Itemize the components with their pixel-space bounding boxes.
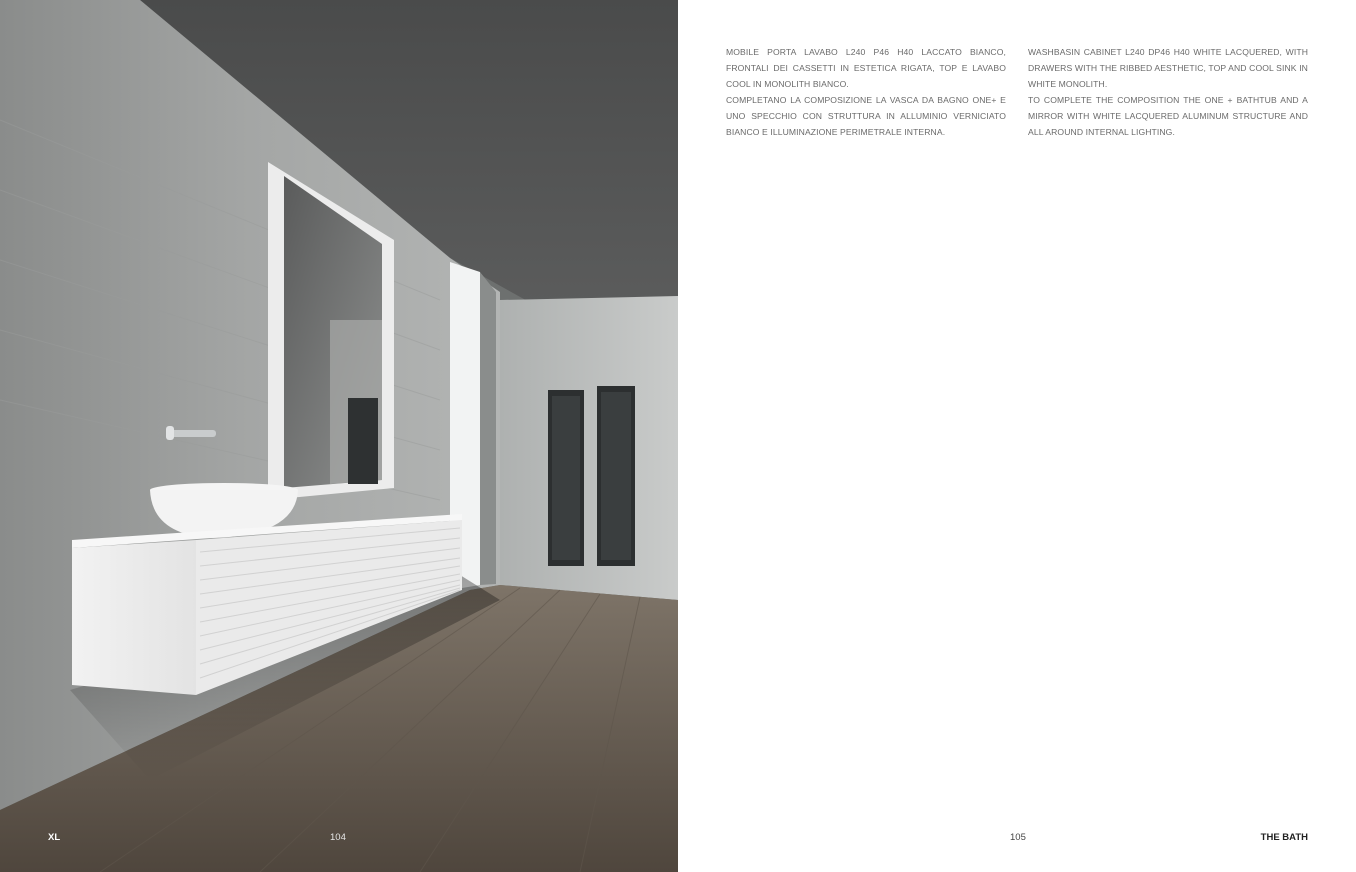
page-number-right: 105 (1010, 832, 1026, 843)
description-english-paragraph-1: WASHBASIN CABINET L240 DP46 H40 WHITE LACQUERED, WITH DRAWERS WITH THE RIBBED AESTHETIC, TOP AND COOL SINK IN WHITE MONOLITH. (1028, 47, 1308, 89)
description-english-paragraph-2: TO COMPLETE THE COMPOSITION THE ONE + BATHTUB AND A MIRROR WITH WHITE LACQUERED ALUMINUM STRUCTURE AND ALL AROUND INTERNAL LIGHTING. (1028, 95, 1308, 137)
description-italian-paragraph-1: MOBILE PORTA LAVABO L240 P46 H40 LACCATO BIANCO, FRONTALI DEI CASSETTI IN ESTETICA RIGATA, TOP E LAVABO COOL IN MONOLITH BIANCO. (726, 47, 1006, 89)
description-english (1028, 44, 1308, 140)
page-number-left: 104 (330, 832, 346, 843)
section-title: THE BATH (1260, 832, 1308, 843)
description-italian-paragraph-2: COMPLETANO LA COMPOSIZIONE LA VASCA DA BAGNO ONE+ E UNO SPECCHIO CON STRUTTURA IN ALLUMINIO VERNICIATO BIANCO E ILLUMINAZIONE PERIMETRALE INTERNA. (726, 95, 1006, 137)
collection-label: XL (48, 832, 61, 843)
description-italian (726, 44, 1006, 140)
text-page (678, 0, 1356, 872)
